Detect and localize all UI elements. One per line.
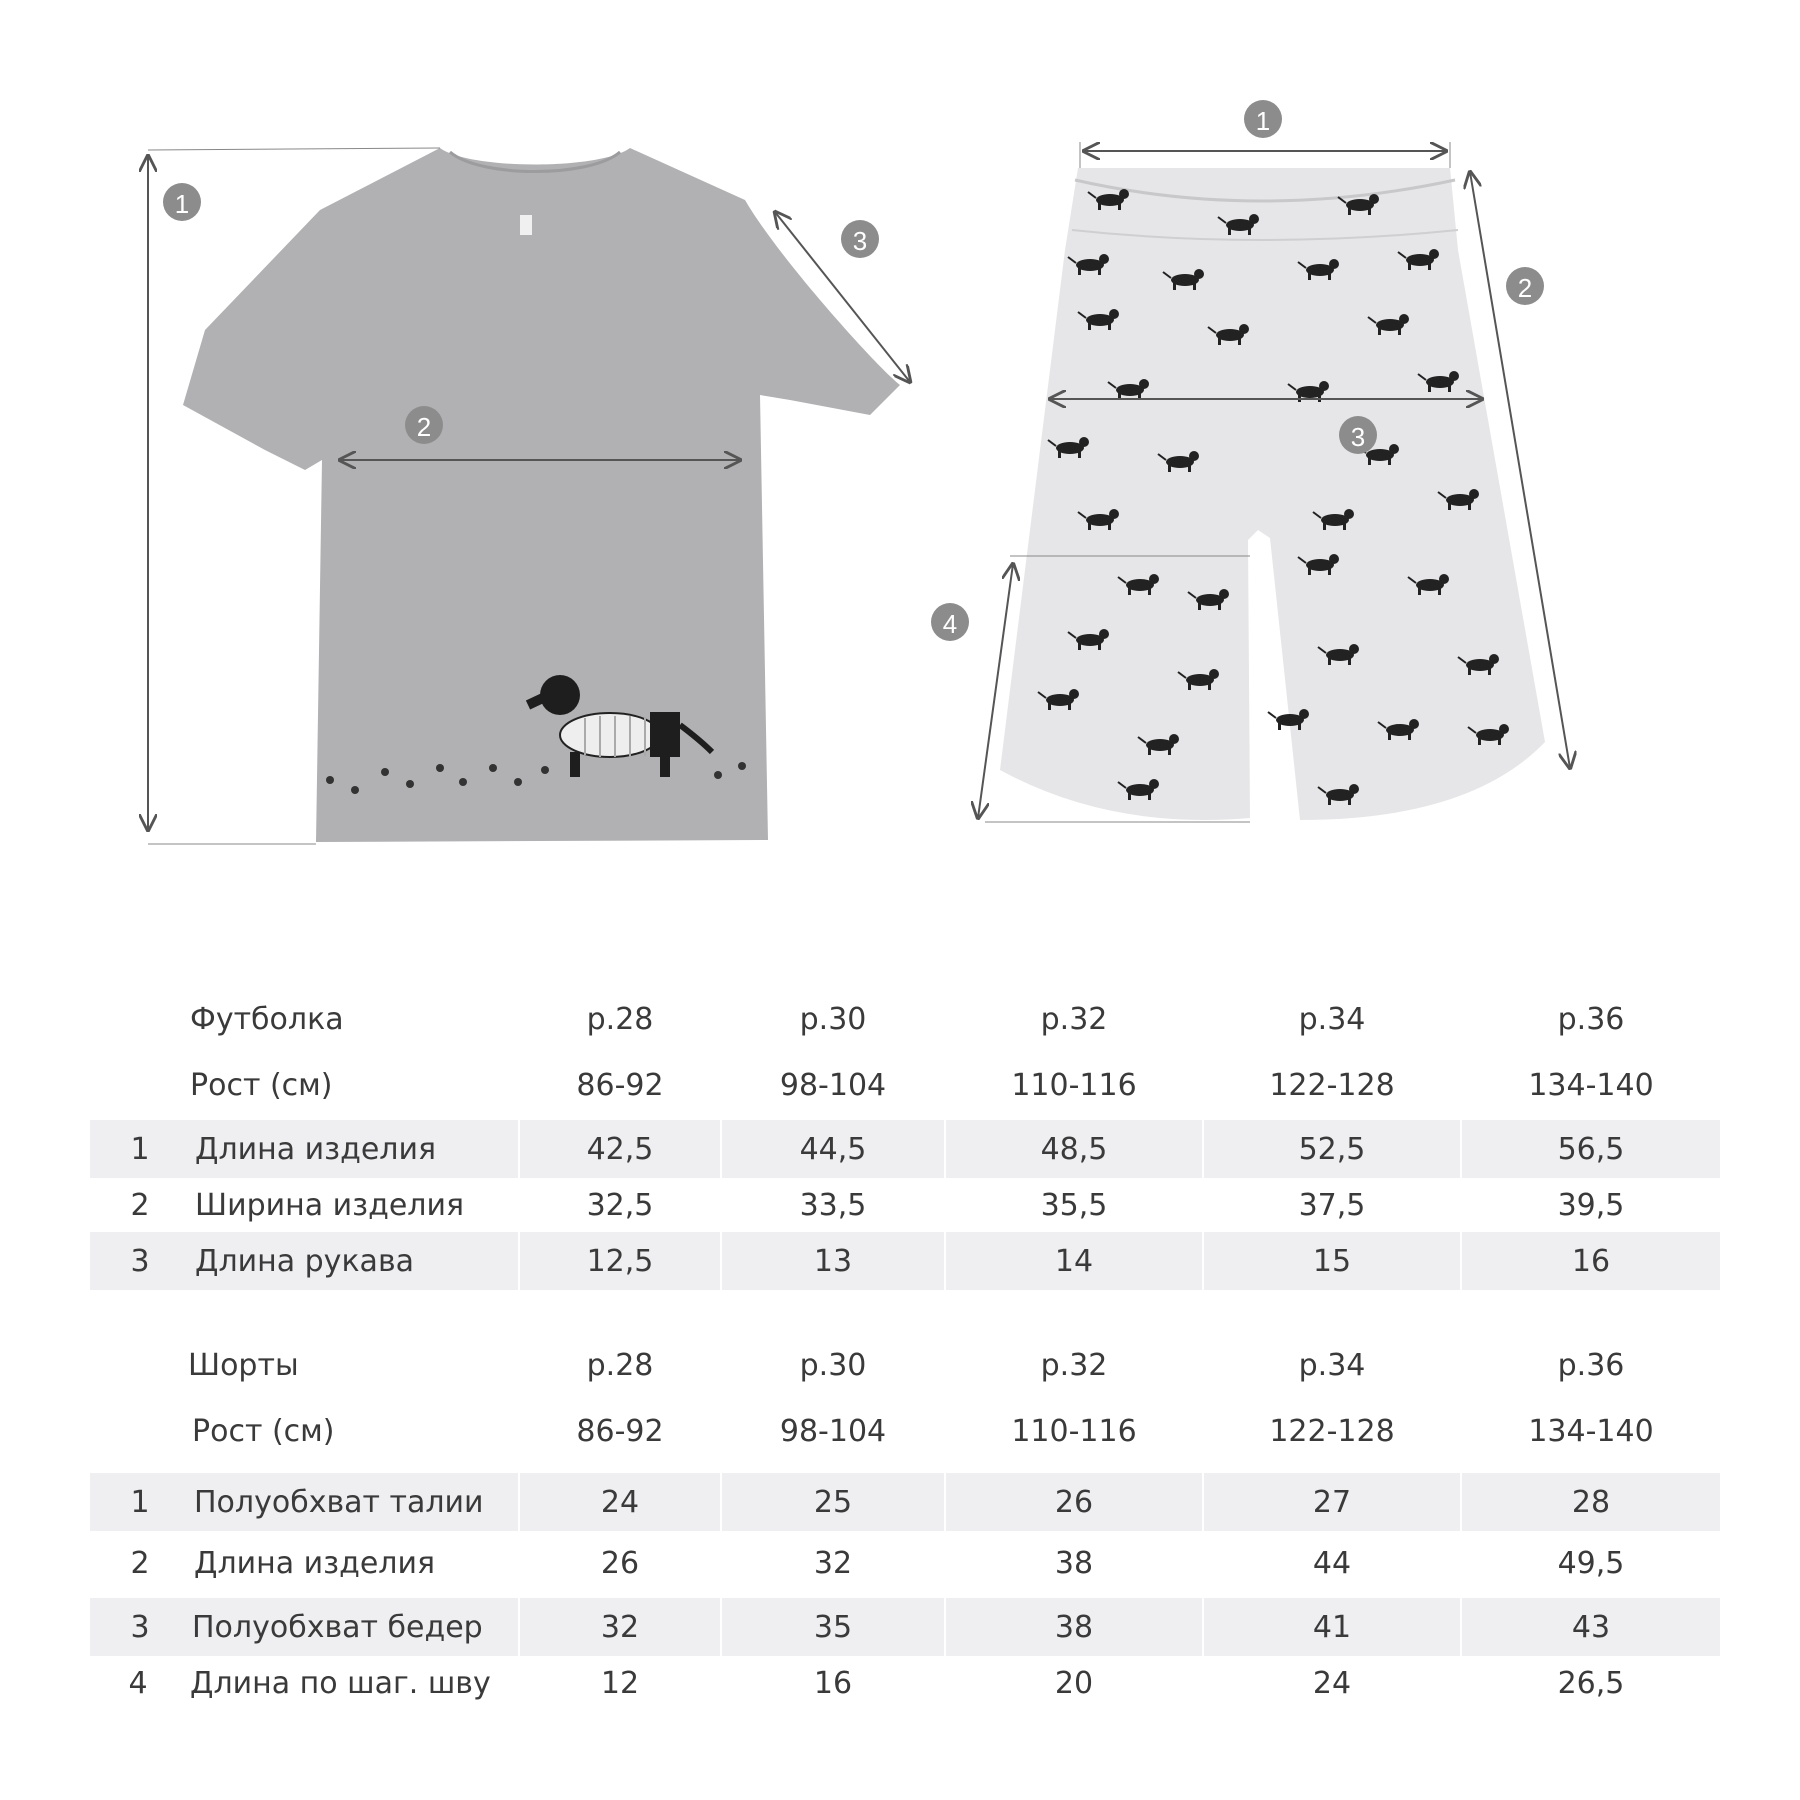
row-value: 38 xyxy=(1054,1545,1094,1581)
size-header: р.28 xyxy=(586,1001,654,1037)
table-row xyxy=(90,1534,1720,1592)
tshirt-height-row xyxy=(90,1056,1720,1114)
height-label: Рост (см) xyxy=(192,1413,335,1449)
row-number: 2 xyxy=(130,1187,150,1223)
tshirt-size-header-row xyxy=(90,990,1720,1048)
row-value: 20 xyxy=(1054,1665,1094,1701)
size-header: р.32 xyxy=(1040,1347,1108,1383)
height-value: 86-92 xyxy=(576,1067,664,1103)
svg-text:1: 1 xyxy=(1255,106,1271,136)
row-value: 32 xyxy=(520,1598,720,1656)
row-value: 33,5 xyxy=(799,1187,867,1223)
row-value: 16 xyxy=(1462,1232,1720,1290)
tshirt-table-title: Футболка xyxy=(190,1001,344,1037)
row-number: 3 xyxy=(90,1598,190,1656)
size-header: р.32 xyxy=(1040,1001,1108,1037)
svg-text:1: 1 xyxy=(174,189,190,219)
height-value: 86-92 xyxy=(576,1413,664,1449)
svg-text:2: 2 xyxy=(1517,273,1533,303)
row-value: 35 xyxy=(722,1598,944,1656)
row-value: 44 xyxy=(1312,1545,1352,1581)
table-row xyxy=(90,1598,1720,1656)
row-number: 1 xyxy=(90,1473,190,1531)
row-value: 26,5 xyxy=(1557,1665,1625,1701)
shorts-drawing xyxy=(1000,168,1545,820)
row-value: 41 xyxy=(1204,1598,1460,1656)
row-value: 52,5 xyxy=(1204,1120,1460,1178)
svg-text:3: 3 xyxy=(1350,422,1366,452)
height-value: 122-128 xyxy=(1269,1413,1395,1449)
table-row xyxy=(90,1120,1720,1178)
shorts-size-header-row xyxy=(90,1336,1720,1394)
row-label: Длина изделия xyxy=(190,1120,518,1178)
row-value: 27 xyxy=(1204,1473,1460,1531)
row-number: 3 xyxy=(90,1232,190,1290)
row-value: 37,5 xyxy=(1298,1187,1366,1223)
row-value: 42,5 xyxy=(520,1120,720,1178)
size-header: р.34 xyxy=(1298,1001,1366,1037)
row-label: Полуобхват талии xyxy=(190,1473,518,1531)
row-number: 4 xyxy=(128,1665,148,1701)
row-value: 24 xyxy=(520,1473,720,1531)
table-row xyxy=(90,1176,1720,1234)
table-row xyxy=(90,1473,1720,1531)
svg-text:3: 3 xyxy=(852,226,868,256)
row-value: 44,5 xyxy=(722,1120,944,1178)
height-value: 110-116 xyxy=(1011,1067,1137,1103)
row-value: 35,5 xyxy=(1040,1187,1108,1223)
row-value: 26 xyxy=(600,1545,640,1581)
height-label: Рост (см) xyxy=(190,1067,333,1103)
tshirt-drawing xyxy=(183,148,900,842)
row-value: 48,5 xyxy=(946,1120,1202,1178)
row-value: 16 xyxy=(813,1665,853,1701)
size-header: р.30 xyxy=(799,1347,867,1383)
row-value: 43 xyxy=(1462,1598,1720,1656)
height-value: 98-104 xyxy=(779,1067,887,1103)
height-value: 134-140 xyxy=(1528,1413,1654,1449)
size-header: р.30 xyxy=(799,1001,867,1037)
shorts-table-title: Шорты xyxy=(188,1347,299,1383)
row-value: 13 xyxy=(722,1232,944,1290)
row-label: Ширина изделия xyxy=(195,1187,465,1223)
size-header: р.34 xyxy=(1298,1347,1366,1383)
size-header: р.36 xyxy=(1557,1001,1625,1037)
row-number: 1 xyxy=(90,1120,190,1178)
row-value: 24 xyxy=(1312,1665,1352,1701)
height-value: 110-116 xyxy=(1011,1413,1137,1449)
svg-text:2: 2 xyxy=(416,412,432,442)
height-value: 98-104 xyxy=(779,1413,887,1449)
svg-text:4: 4 xyxy=(942,609,958,639)
row-value: 49,5 xyxy=(1557,1545,1625,1581)
row-label: Длина по шаг. шву xyxy=(190,1665,491,1701)
row-value: 12,5 xyxy=(520,1232,720,1290)
height-value: 122-128 xyxy=(1269,1067,1395,1103)
row-value: 12 xyxy=(600,1665,640,1701)
row-value: 32,5 xyxy=(586,1187,654,1223)
shorts-height-row xyxy=(90,1402,1720,1460)
size-header: р.36 xyxy=(1557,1347,1625,1383)
row-label: Длина изделия xyxy=(194,1545,436,1581)
row-value: 28 xyxy=(1462,1473,1720,1531)
table-row xyxy=(90,1654,1720,1712)
size-header: р.28 xyxy=(586,1347,654,1383)
table-row xyxy=(90,1232,1720,1290)
row-value: 26 xyxy=(946,1473,1202,1531)
row-number: 2 xyxy=(130,1545,150,1581)
row-label: Длина рукава xyxy=(190,1232,518,1290)
row-label: Полуобхват бедер xyxy=(190,1598,518,1656)
row-value: 32 xyxy=(813,1545,853,1581)
height-value: 134-140 xyxy=(1528,1067,1654,1103)
row-value: 38 xyxy=(946,1598,1202,1656)
row-value: 25 xyxy=(722,1473,944,1531)
row-value: 14 xyxy=(946,1232,1202,1290)
row-value: 56,5 xyxy=(1462,1120,1720,1178)
row-value: 15 xyxy=(1204,1232,1460,1290)
row-value: 39,5 xyxy=(1557,1187,1625,1223)
